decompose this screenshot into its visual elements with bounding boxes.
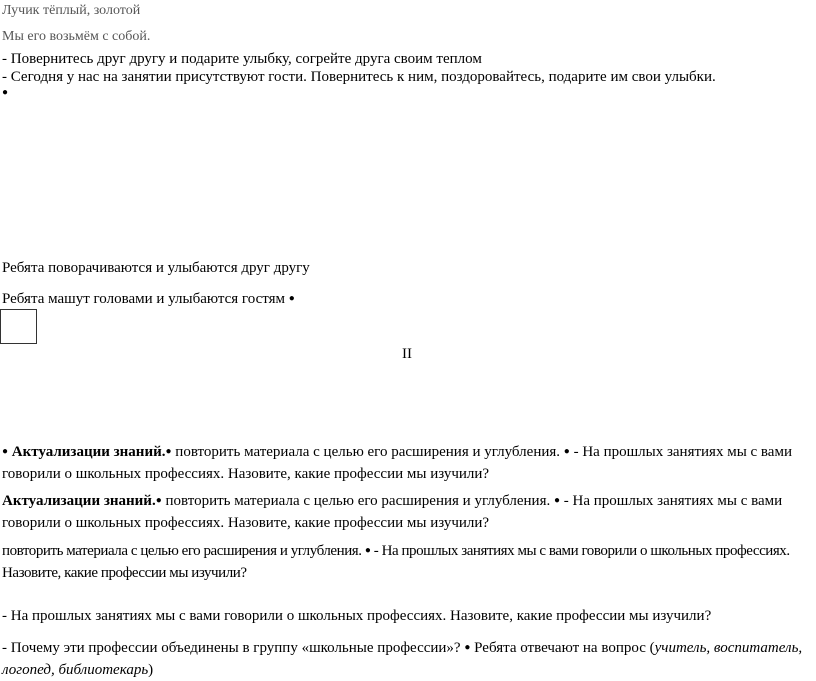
knowledge-block-2 <box>2 490 816 534</box>
bullet-icon: ● <box>563 446 570 457</box>
block-text: повторить материала с целью его расширения и углубления. <box>2 543 365 559</box>
bullet-icon: ● <box>288 293 295 304</box>
block-text: повторить материала с целью его расширения и углубления. <box>161 493 554 509</box>
block-text: - На прошлых занятиях мы с вами говорили о школьных профессиях. Назовите, какие профессии мы изучили? <box>2 444 792 482</box>
block-heading: Актуализации знаний. <box>2 493 156 509</box>
block-text: Ребята отвечают на вопрос ( <box>470 640 655 656</box>
bullet-icon: ● <box>165 446 172 457</box>
instruction-line-1: - Повернитесь друг другу и подарите улыбку, согрейте друга своим теплом <box>2 51 482 67</box>
bullet-icon: ● <box>155 495 162 506</box>
section-numeral: II <box>402 346 412 362</box>
instruction-line-2: - Сегодня у нас на занятии присутствуют гости. Повернитесь к ним, поздоровайтесь, подарите им свои улыбки. <box>2 69 716 85</box>
response-line-1: Ребята поворачиваются и улыбаются друг другу <box>2 260 310 276</box>
bullet-icon: ● <box>2 87 9 98</box>
knowledge-block-4: - На прошлых занятиях мы с вами говорили о школьных профессиях. Назовите, какие профессии мы изучили? <box>2 608 712 624</box>
response-line-2 <box>2 290 295 308</box>
image-placeholder <box>0 309 37 344</box>
knowledge-block-3 <box>2 540 816 584</box>
knowledge-block-5 <box>2 637 816 681</box>
poem-line-2: Мы его возьмём с собой. <box>2 29 151 44</box>
bullet-marker <box>2 84 8 102</box>
bullet-icon: ● <box>2 446 9 457</box>
bullet-icon: ● <box>553 495 561 506</box>
block-text: - На прошлых занятиях мы с вами говорили о школьных профессиях. Назовите, какие профессии мы изучили? <box>2 543 790 581</box>
knowledge-block-1 <box>2 441 816 485</box>
answer-list: учитель, воспитатель, логопед, библиотекарь <box>2 640 803 678</box>
bullet-icon: ● <box>364 545 371 556</box>
block-text: - Почему эти профессии объединены в группу «школьные профессии»? <box>2 640 465 656</box>
response-text: Ребята машут головами и улыбаются гостям <box>2 291 285 307</box>
bullet-icon: ● <box>464 642 471 653</box>
block-text: ) <box>148 662 154 678</box>
poem-line-1: Лучик тёплый, золотой <box>2 3 141 18</box>
block-text: повторить материала с целью его расширения и углубления. <box>171 444 564 460</box>
block-heading: Актуализации знаний. <box>11 444 166 460</box>
block-text: - На прошлых занятиях мы с вами говорили о школьных профессиях. Назовите, какие профессии мы изучили? <box>2 493 783 531</box>
